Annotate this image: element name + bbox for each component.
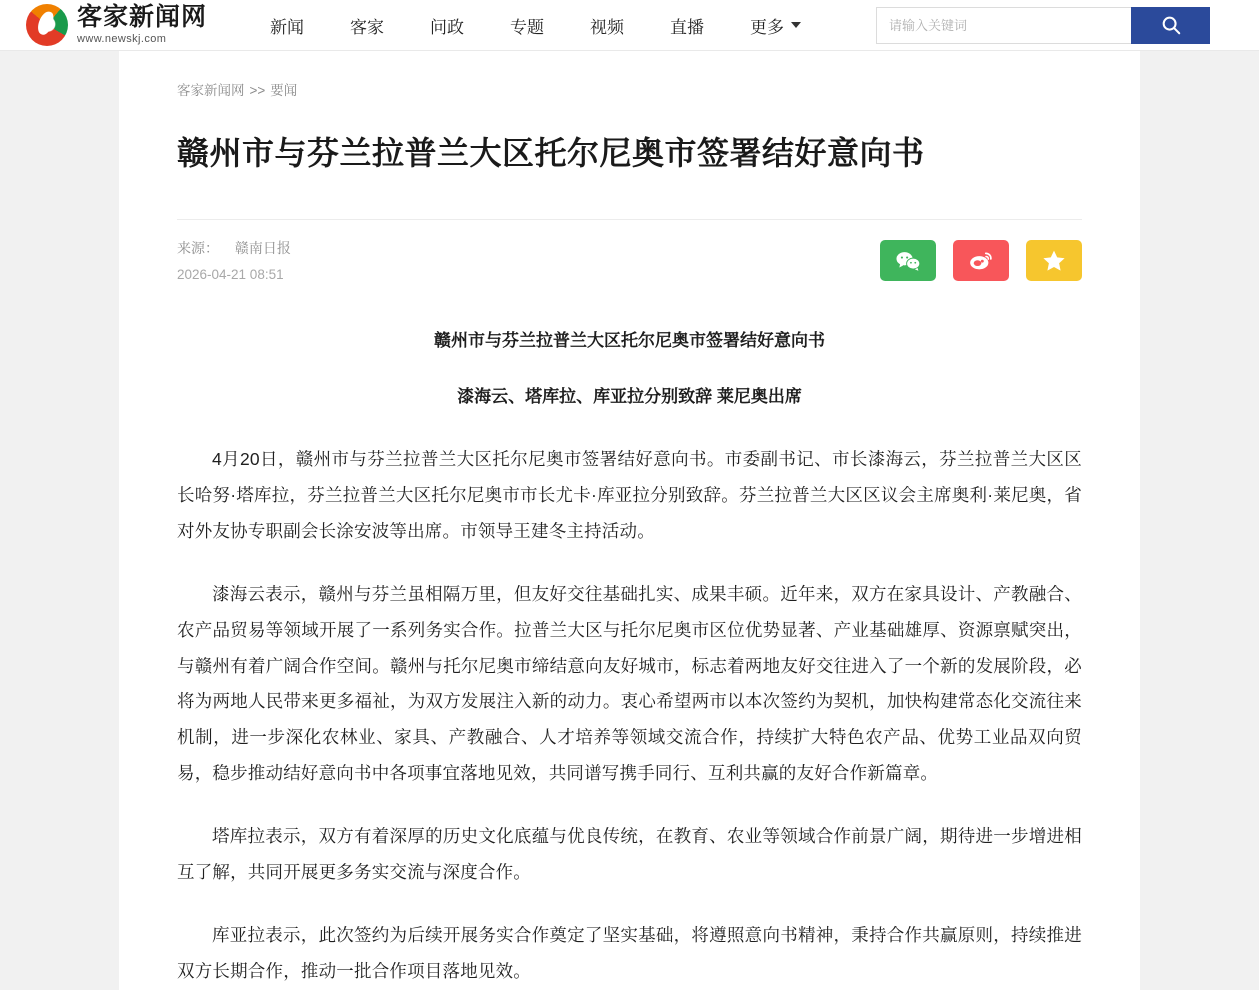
nav-item-more-label: 更多 [750, 17, 785, 37]
share-buttons [880, 238, 1082, 281]
nav-item-politics[interactable]: 问政 [430, 17, 465, 37]
article-paragraph: 4月20日，赣州市与芬兰拉普兰大区托尔尼奥市签署结好意向书。市委副书记、市长漆海云，芬兰拉普兰大区区长哈努·塔库拉，芬兰拉普兰大区托尔尼奥市市长尤卡·库亚拉分别致辞。芬兰拉普兰大区区议会主席奥利·莱尼奥，省对外友协专职副会长涂安波等出席。市领导王建冬主持活动。 [177, 449, 1082, 541]
nav-item-news[interactable]: 新闻 [270, 17, 305, 37]
article-subhead-2: 漆海云、塔库拉、库亚拉分别致辞 莱尼奥出席 [457, 387, 802, 407]
weibo-icon [968, 250, 994, 272]
breadcrumb [177, 51, 1082, 99]
logo-subtitle: www.newskj.com [77, 33, 167, 45]
article-source [177, 238, 291, 258]
article-timestamp: 2026-04-21 08:51 [177, 267, 284, 283]
main-nav [247, 13, 876, 38]
breadcrumb-separator: >> [249, 83, 266, 98]
favorite-button[interactable] [1026, 240, 1082, 281]
wechat-icon [895, 250, 921, 272]
search-icon [1160, 14, 1182, 36]
article-body [177, 442, 1082, 989]
breadcrumb-home[interactable]: 客家新闻网 [177, 83, 245, 98]
source-value: 赣南日报 [234, 240, 291, 257]
logo-text [77, 5, 207, 45]
search-button[interactable] [1131, 7, 1210, 44]
nav-item-hakka[interactable]: 客家 [350, 17, 385, 37]
breadcrumb-current[interactable]: 要闻 [270, 83, 298, 98]
article-paragraph: 库亚拉表示，此次签约为后续开展务实合作奠定了坚实基础，将遵照意向书精神，秉持合作共赢原则，持续推进双方长期合作，推动一批合作项目落地见效。 [177, 924, 1082, 981]
article-paragraph: 塔库拉表示，双方有着深厚的历史文化底蕴与优良传统，在教育、农业等领域合作前景广阔，期待进一步增进相互了解，共同开展更多务实交流与深度合作。 [177, 826, 1082, 882]
share-wechat-button[interactable] [880, 240, 936, 281]
logo-icon [26, 4, 68, 46]
logo-title: 客家新闻网 [77, 3, 208, 31]
source-label: 来源： [177, 240, 219, 257]
search-box [876, 7, 1210, 44]
nav-item-topics[interactable]: 专题 [510, 17, 545, 37]
page-title: 赣州市与芬兰拉普兰大区托尔尼奥市签署结好意向书 [177, 135, 925, 171]
article-subhead-1: 赣州市与芬兰拉普兰大区托尔尼奥市签署结好意向书 [434, 331, 825, 351]
share-weibo-button[interactable] [953, 240, 1009, 281]
search-input[interactable] [876, 7, 1131, 44]
site-logo[interactable] [26, 4, 207, 46]
article-meta [177, 238, 291, 282]
star-icon [1042, 249, 1066, 272]
nav-item-more[interactable] [727, 13, 824, 38]
nav-item-live[interactable]: 直播 [670, 17, 705, 37]
nav-item-video[interactable]: 视频 [590, 17, 625, 37]
article-paragraph: 漆海云表示，赣州与芬兰虽相隔万里，但友好交往基础扎实、成果丰硕。近年来，双方在家具设计、产教融合、农产品贸易等领域开展了一系列务实合作。拉普兰大区与托尔尼奥市区位优势显著、产业基础雄厚、资源禀赋突出，与赣州有着广阔合作空间。赣州与托尔尼奥市缔结意向友好城市，标志着两地友好交往进入了一个新的发展阶段，必将为两地人民带来更多福祉，为双方发展注入新的动力。衷心希望两市以本次签约为契机，加快构建常态化交流往来机制，进一步深化农林业、家具、产教融合、人才培养等领域交流合作，持续扩大特色农产品、优势工业品双向贸易，稳步推动结好意向书中各项事宜落地见效，共同谱写携手同行、互利共赢的友好合作新篇章。 [177, 583, 1082, 784]
site-header [0, 0, 1259, 51]
article-container [119, 51, 1140, 990]
article-meta-bar [177, 219, 1082, 282]
chevron-down-icon [791, 22, 801, 28]
